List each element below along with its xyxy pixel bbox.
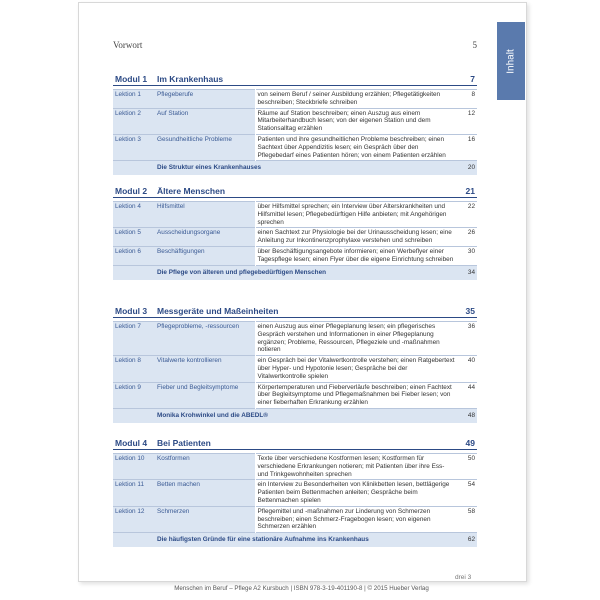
- module-extra-row[interactable]: [113, 408, 477, 423]
- lesson-row[interactable]: [113, 228, 477, 247]
- lesson-page: 40: [457, 356, 477, 382]
- lesson-title: Schmerzen: [155, 506, 255, 532]
- lesson-description: Patienten und ihre gesundheitlichen Probleme beschreiben; einen Sachtext über Appendizitis lesen; ein Gespräch über den Pflegebedarf eines Patienten hören; von einem Patienten erzählen: [255, 134, 457, 160]
- module-header[interactable]: [113, 74, 477, 86]
- lesson-row[interactable]: [113, 506, 477, 532]
- module-table: [113, 74, 477, 175]
- lesson-row[interactable]: [113, 246, 477, 265]
- lesson-row[interactable]: [113, 322, 477, 356]
- footer-credits: Menschen im Beruf – Pflege A2 Kursbuch | ISBN 978-3-19-401190-8 | © 2015 Hueber Verlag: [174, 585, 429, 592]
- lesson-label: Lektion 10: [113, 454, 155, 480]
- lesson-description: Pflegemittel und -maßnahmen zur Linderung von Schmerzen beschreiben; einen Schmerz-Fragebogen lesen; von eigenen Schmerzen erzählen: [255, 506, 457, 532]
- lesson-title: Ausscheidungsorgane: [155, 228, 255, 247]
- lesson-description: über Beschäftigungsangebote informieren; einen Werbeflyer einer Tagespflege lesen; einen Flyer über die eigene Einrichtung schreiben: [255, 246, 457, 265]
- module-page: 21: [465, 186, 475, 196]
- lesson-row[interactable]: [113, 454, 477, 480]
- lesson-page: 12: [457, 108, 477, 134]
- lesson-title: Betten machen: [155, 480, 255, 506]
- lesson-label: Lektion 1: [113, 90, 155, 109]
- lesson-title: Beschäftigungen: [155, 246, 255, 265]
- module-number: Modul 3: [115, 306, 148, 316]
- module-extra-page: 20: [457, 161, 477, 176]
- lesson-label: Lektion 8: [113, 356, 155, 382]
- vorwort-page: 5: [472, 40, 477, 50]
- module-page: 49: [465, 438, 476, 448]
- lesson-page: 16: [457, 134, 477, 160]
- module-number: Modul 2: [115, 186, 148, 196]
- lesson-description: Räume auf Station beschreiben; einen Auszug aus einem Mitarbeiterhandbuch lesen; von der eigenen Station und dem Stationsalltag erzählen: [255, 108, 457, 134]
- page-number: drei 3: [455, 574, 472, 581]
- module-extra-page: 48: [457, 408, 477, 423]
- lesson-page: 44: [457, 382, 477, 408]
- inhalt-tab[interactable]: [497, 22, 525, 100]
- module-extra-title: Die Struktur eines Krankenhauses: [155, 161, 457, 176]
- module-page: 35: [465, 306, 476, 316]
- lesson-row[interactable]: [113, 202, 477, 228]
- lesson-label: Lektion 5: [113, 228, 155, 247]
- lesson-row[interactable]: [113, 134, 477, 160]
- module-extra-row[interactable]: [113, 533, 477, 548]
- lesson-label: Lektion 11: [113, 480, 155, 506]
- lesson-title: Hilfsmittel: [155, 202, 255, 228]
- module-number: Modul 4: [115, 438, 148, 448]
- lesson-title: Kostformen: [155, 454, 255, 480]
- lesson-description: von seinem Beruf / seiner Ausbildung erzählen; Pflegetätigkeiten beschreiben; Steckbriefe schreiben: [255, 90, 457, 109]
- lesson-page: 26: [457, 228, 477, 247]
- module-table: [113, 186, 477, 280]
- lesson-row[interactable]: [113, 356, 477, 382]
- inhalt-tab-label: Inhalt: [505, 48, 517, 74]
- module-extra-row[interactable]: [113, 265, 477, 280]
- module-extra-title: Monika Krohwinkel und die ABEDL®: [155, 408, 457, 423]
- module-extra-page: 34: [457, 265, 477, 280]
- lesson-page: 50: [457, 454, 477, 480]
- module-header[interactable]: [113, 306, 477, 318]
- lesson-label: Lektion 9: [113, 382, 155, 408]
- lesson-title: Auf Station: [155, 108, 255, 134]
- lesson-row[interactable]: [113, 90, 477, 109]
- lesson-page: 8: [457, 90, 477, 109]
- lesson-page: 22: [457, 202, 477, 228]
- lesson-title: Fieber und Begleitsymptome: [155, 382, 255, 408]
- lesson-title: Vitalwerte kontrollieren: [155, 356, 255, 382]
- lesson-page: 58: [457, 506, 477, 532]
- module-extra-page: 62: [457, 533, 477, 548]
- module-title: Messgeräte und Maßeinheiten: [157, 306, 279, 316]
- lesson-description: einen Sachtext zur Physiologie bei der Urinausscheidung lesen; eine Anleitung zur Inkontinenzprophylaxe verstehen und schreiben: [255, 228, 457, 247]
- module-title: Bei Patienten: [157, 438, 211, 448]
- module-title: Im Krankenhaus: [157, 74, 224, 84]
- lesson-description: ein Interview zu Besonderheiten von Klinikbetten lesen, bettlägerige Patienten beim Bettenmachen anleiten; Gespräche beim Bettenmachen spielen: [255, 480, 457, 506]
- module-extra-title: Die Pflege von älteren und pflegebedürftigen Menschen: [155, 265, 457, 280]
- lesson-label: Lektion 6: [113, 246, 155, 265]
- module-extra-row[interactable]: [113, 161, 477, 176]
- lesson-page: 54: [457, 480, 477, 506]
- lesson-description: einen Auszug aus einer Pflegeplanung lesen; ein pflegerisches Gespräch verstehen und Informationen in einer Pflegeplanung ergänzen; Probleme, Ressourcen, Pflegeziele und -maßnahmen notieren: [255, 322, 457, 356]
- lesson-row[interactable]: [113, 108, 477, 134]
- lesson-description: Körpertemperaturen und Fieberverläufe beschreiben; einen Fachtext über Begleitsymptome und Pflegemaßnahmen bei Fieber lesen; von einer fieberhaften Erkrankung erzählen: [255, 382, 457, 408]
- module-header[interactable]: [113, 438, 477, 450]
- lesson-title: Pflegeprobleme, -ressourcen: [155, 322, 255, 356]
- lesson-description: ein Gespräch bei der Vitalwertkontrolle verstehen; einen Ratgebertext über Hyper- und Hypotonie lesen; Gespräche bei der Vitalwertkontrolle spielen: [255, 356, 457, 382]
- lesson-description: Texte über verschiedene Kostformen lesen; Kostformen für verschiedene Erkrankungen notieren; mit Patienten über ihre Ess- und Trinkgewohnheiten sprechen: [255, 454, 457, 480]
- lesson-label: Lektion 12: [113, 506, 155, 532]
- vorwort-row[interactable]: [113, 40, 477, 50]
- module-table: [113, 438, 477, 547]
- lesson-label: Lektion 4: [113, 202, 155, 228]
- lesson-title: Pflegeberufe: [155, 90, 255, 109]
- module-header[interactable]: [113, 186, 477, 198]
- lesson-page: 30: [457, 246, 477, 265]
- lesson-label: Lektion 2: [113, 108, 155, 134]
- lesson-title: Gesundheitliche Probleme: [155, 134, 255, 160]
- vorwort-label: Vorwort: [113, 40, 143, 50]
- lesson-label: Lektion 3: [113, 134, 155, 160]
- module-extra-title: Die häufigsten Gründe für eine stationäre Aufnahme ins Krankenhaus: [155, 533, 457, 548]
- module-table: [113, 306, 477, 423]
- module-title: Ältere Menschen: [157, 186, 226, 196]
- module-page: 7: [470, 74, 476, 84]
- lesson-description: über Hilfsmittel sprechen; ein Interview über Alterskrankheiten und Hilfsmittel lesen; Pflegebedürftigen Hilfe anbieten; mit Angehörigen sprechen: [255, 202, 457, 228]
- lesson-label: Lektion 7: [113, 322, 155, 356]
- lesson-page: 36: [457, 322, 477, 356]
- module-number: Modul 1: [115, 74, 148, 84]
- lesson-row[interactable]: [113, 480, 477, 506]
- lesson-row[interactable]: [113, 382, 477, 408]
